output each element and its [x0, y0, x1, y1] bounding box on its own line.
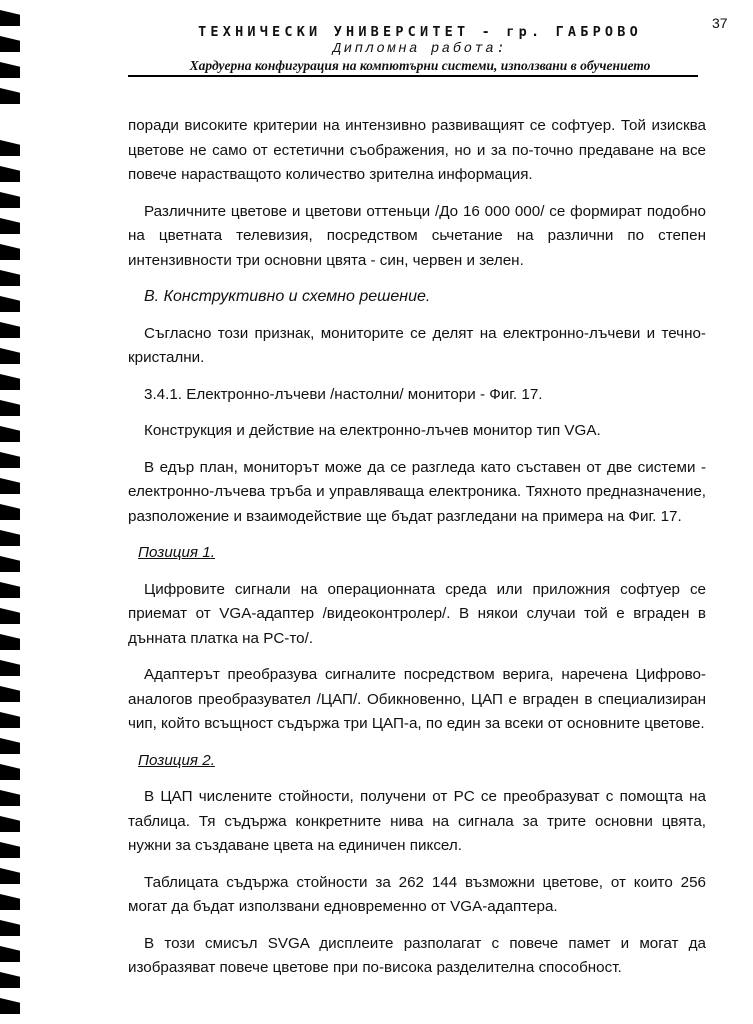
paragraph: поради високите критерии на интензивно развиващият се софтуер. Той изисква цветове не само от естетични съображения, но и за по-точно предаване на все повече нарастващото количество зрителна информация.	[128, 117, 706, 183]
position-heading: Позиция 2.	[138, 751, 215, 769]
binding-comb	[0, 0, 24, 1024]
paragraph: Адаптерът преобразува сигналите посредством верига, наречена Цифрово-аналогов преобразувател /ЦАП/. Обикновенно, ЦАП е вграден в специализиран чип, който всъщност съдържа три ЦАП-а, по един за всеки от основните цветове.	[128, 666, 706, 732]
page-number: 37	[712, 15, 728, 31]
section-heading: В. Конструктивно и схемно решение.	[144, 288, 431, 305]
position-heading: Позиция 1.	[138, 544, 215, 561]
university-name: ТЕХНИЧЕСКИ УНИВЕРСИТЕТ - гр. ГАБРОВО	[198, 24, 642, 40]
paragraph: В този смисъл SVGA дисплеите разполагат с повече памет и могат да изобразяват повече цветове при по-висока разделителна способност.	[128, 934, 706, 976]
paragraph: Съгласно този признак, мониторите се делят на електронно-лъчеви и течно-кристални.	[128, 324, 706, 366]
paragraph: Таблицата съдържа стойности за 262 144 възможни цветове, от които 256 могат да бъдат използвани едновременно от VGA-адаптера.	[128, 873, 706, 915]
paragraph: Конструкция и действие на електронно-лъчев монитор тип VGA.	[144, 422, 601, 439]
thesis-topic: Хардуерна конфигурация на компютърни системи, използвани в обучението	[189, 58, 651, 73]
position-label: Позиция 2	[138, 751, 211, 769]
work-type: Дипломна работа:	[332, 41, 508, 57]
paragraph: 3.4.1. Електронно-лъчеви /настолни/ монитори - Фиг. 17.	[144, 385, 543, 403]
position-label: Позиция 1	[138, 544, 211, 561]
page-header	[130, 24, 710, 74]
page-body	[128, 114, 706, 993]
paragraph: Различните цветове и цветови оттеньци /До 16 000 000/ се формират подобно на цветната телевизия, посредством сьчетание на различни по степен интензивности три основни цвята - син, червен и зелен.	[128, 202, 706, 269]
header-rule	[128, 75, 698, 77]
paragraph: Цифровите сигнали на операционната среда или приложния софтуер се приемат от VGA-адаптер /видеоконтролер/. В някои случаи той е вграден в дънната платка на PC-то/.	[128, 580, 706, 647]
paragraph: В ЦАП числените стойности, получени от PC се преобразуват с помощта на таблица. Тя съдържа конкретните нива на сигнала за трите основни цвята, нужни за създаване цвета на единичен пиксел.	[128, 788, 706, 854]
paragraph: В едър план, мониторът може да се разгледа като съставен от две системи - електронно-лъчева тръба и управляваща електроника. Тяхното предназначение, разположение и взаимодействие ще бъдат разгледани на примера на Фиг. 17.	[128, 458, 706, 525]
